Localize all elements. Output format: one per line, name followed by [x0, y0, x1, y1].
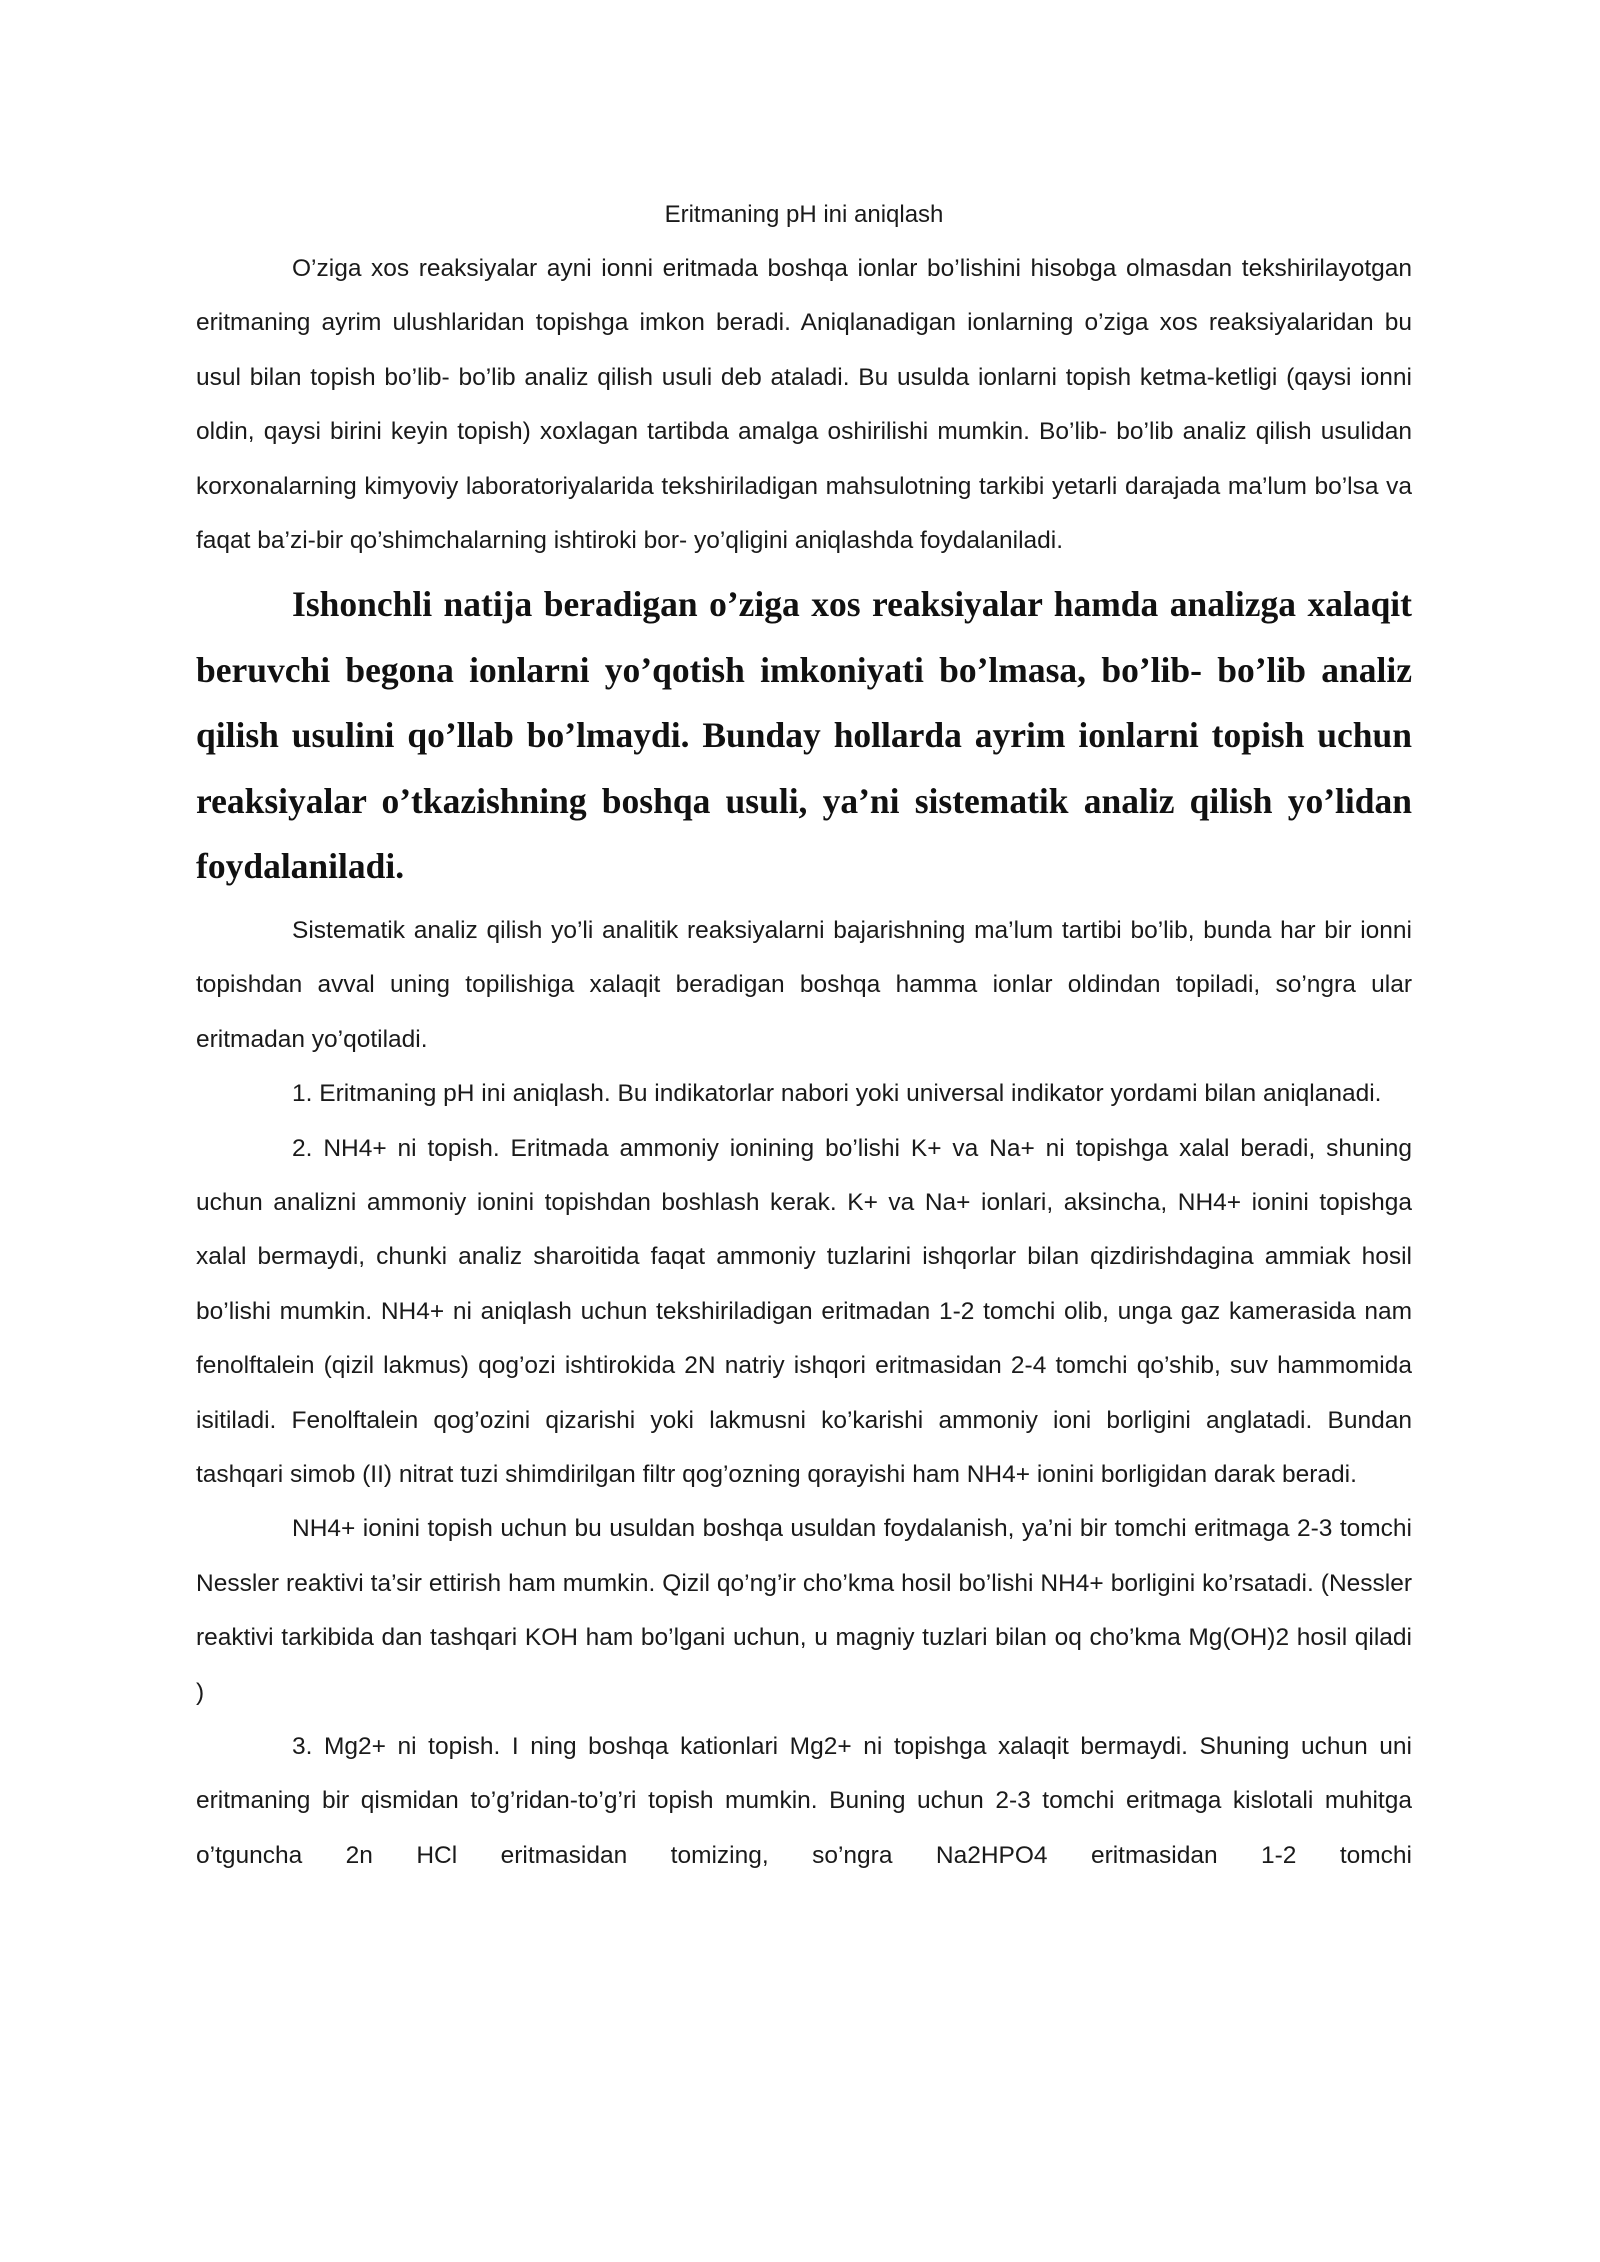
paragraph-nessler: NH4+ ionini topish uchun bu usuldan boshqa usuldan foydalanish, ya’ni bir tomchi eritmaga 2-3 tomchi Nessler reaktivi ta’sir ettirish ham mumkin. Qizil qo’ng’ir cho’kma hosil bo’lishi NH4+ borligini ko’rsatadi. (Nessler reaktivi tarkibida dan tashqari KOH ham bo’lgani uchun, u magniy tuzlari bilan oq cho’kma Mg(OH)2 hosil qiladi ) — [196, 1515, 1412, 1706]
paragraph-emphasis: Ishonchli natija beradigan o’ziga xos reaksiyalar hamda analizga xalaqit beruvchi begona ionlarni yo’qotish imkoniyati bo’lmasa, bo’lib- bo’lib analiz qilish usulini qo’llab bo’lmaydi. Bunday hollarda ayrim ionlarni topish uchun reaksiyalar o’tkazishning boshqa usuli, ya’ni sistematik analiz qilish yo’lidan foydalaniladi. — [196, 584, 1412, 887]
paragraph-step-2: 2. NH4+ ni topish. Eritmada ammoniy ionining bo’lishi K+ va Na+ ni topishga xalal beradi, shuning uchun analizni ammoniy ionini topishdan boshlash kerak. K+ va Na+ ionlari, aksincha, NH4+ ionini topishga xalal bermaydi, chunki analiz sharoitida faqat ammoniy tuzlarini ishqorlar bilan qizdirishdagina ammiak hosil bo’lishi mumkin. NH4+ ni aniqlash uchun tekshiriladigan eritmadan 1-2 tomchi olib, unga gaz kamerasida nam fenolftalein (qizil lakmus) qog’ozi ishtirokida 2N natriy ishqori eritmasidan 2-4 tomchi qo’shib, suv hammomida isitiladi. Fenolftalein qog’ozini qizarishi yoki lakmusni ko’karishi ammoniy ioni borligini anglatadi. Bundan tashqari simob (II) nitrat tuzi shimdirilgan filtr qog’ozning qorayishi ham NH4+ ionini borligidan darak beradi. — [196, 1134, 1412, 1488]
paragraph-step-1: 1. Eritmaning pH ini aniqlash. Bu indikatorlar nabori yoki universal indikator yordami bilan aniqlanadi. — [292, 1080, 1382, 1108]
paragraph-systematic: Sistematik analiz qilish yo’li analitik reaksiyalarni bajarishning ma’lum tartibi bo’lib, bunda har bir ionni topishdan avval uning topilishiga xalaqit beradigan boshqa hamma ionlar oldindan topiladi, so’ngra ular eritmadan yo’qotiladi. — [196, 916, 1412, 1053]
paragraph-step-3: 3. Mg2+ ni topish. I ning boshqa kationlari Mg2+ ni topishga xalaqit bermaydi. Shuning uchun uni eritmaning bir qismidan to’g’ridan-to’g’ri topish mumkin. Buning uchun 2-3 tomchi eritmaga kislotali muhitga o’tguncha 2n HCl eritmasidan tomizing, so’ngra Na2HPO4 eritmasidan 1-2 tomchi — [196, 1733, 1412, 1869]
paragraph-intro: O’ziga xos reaksiyalar ayni ionni eritmada boshqa ionlar bo’lishini hisobga olmasdan tekshirilayotgan eritmaning ayrim ulushlaridan topishga imkon beradi. Aniqlanadigan ionlarning o’ziga xos reaksiyalaridan bu usul bilan topish bo’lib- bo’lib analiz qilish usuli deb ataladi. Bu usulda ionlarni topish ketma-ketligi (qaysi ionni oldin, qaysi birini keyin topish) xoxlagan tartibda amalga oshirilishi mumkin. Bo’lib- bo’lib analiz qilish usulidan korxonalarning kimyoviy laboratoriyalarida tekshiriladigan mahsulotning tarkibi yetarli darajada ma’lum bo’lsa va faqat ba’zi-bir qo’shimchalarning ishtiroki bor- yo’qligini aniqlashda foydalaniladi. — [196, 255, 1412, 555]
document-title: Eritmaning pH ini aniqlash — [664, 201, 944, 228]
document-body — [196, 188, 1412, 1883]
